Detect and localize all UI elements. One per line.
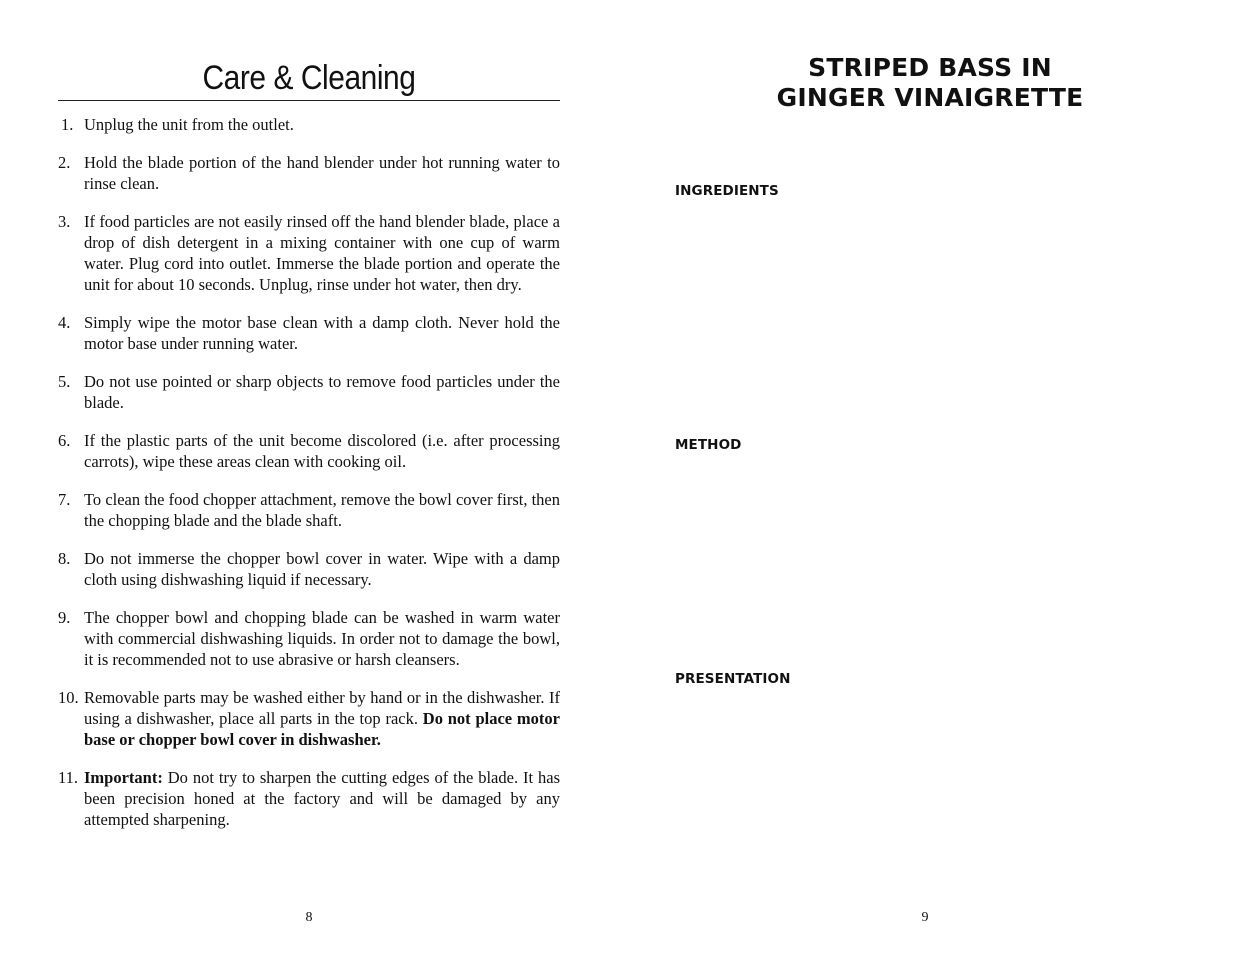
item-number: 5. — [58, 372, 71, 391]
item-number: 10. — [58, 688, 79, 707]
list-item — [58, 430, 560, 472]
right-page — [675, 0, 1185, 954]
page-number: 9 — [921, 910, 929, 925]
item-warning-text: Do not place motor base or chopper bowl cover in dishwasher. — [84, 709, 560, 749]
item-text: Do not try to sharpen the cutting edges of the blade. It has been precision honed at the factory and will be damaged by any attempted sharpening. — [84, 768, 560, 829]
method-heading: METHOD — [675, 437, 742, 453]
item-text: If food particles are not easily rinsed off the hand blender blade, place a drop of dish detergent in a mixing container with one cup of warm water. Plug cord into outlet. Immerse the blade portion and operate the unit for about 10 seconds. Unplug, rinse under hot water, then dry. — [84, 212, 560, 294]
item-text: Hold the blade portion of the hand blender under hot running water to rinse clean. — [84, 153, 560, 193]
title-divider — [58, 100, 560, 101]
list-item — [58, 767, 560, 830]
page-number: 8 — [305, 910, 313, 925]
list-item — [58, 687, 560, 750]
list-item — [58, 548, 560, 590]
ingredients-heading: INGREDIENTS — [675, 183, 779, 199]
list-item — [58, 489, 560, 531]
list-item — [58, 607, 560, 670]
item-number: 6. — [58, 431, 71, 450]
item-number: 11. — [58, 768, 79, 787]
list-item — [58, 152, 560, 194]
item-text: Do not immerse the chopper bowl cover in water. Wipe with a damp cloth using dishwashing liquid if necessary. — [84, 549, 560, 589]
list-item — [58, 371, 560, 413]
page-title: Care & Cleaning — [202, 59, 416, 97]
item-number: 9. — [58, 608, 71, 627]
item-text: Unplug the unit from the outlet. — [84, 115, 294, 134]
item-number: 3. — [58, 212, 71, 231]
item-text: If the plastic parts of the unit become discolored (i.e. after processing carrots), wipe these areas clean with cooking oil. — [84, 431, 560, 471]
recipe-title — [675, 53, 1185, 113]
recipe-title-line-1: STRIPED BASS IN — [808, 53, 1052, 82]
item-number: 2. — [58, 153, 71, 172]
item-number: 4. — [58, 313, 71, 332]
cleaning-instructions-list — [58, 114, 560, 847]
item-bold-lead: Important: — [84, 768, 163, 787]
item-text: Removable parts may be washed either by hand or in the dishwasher. If using a dishwasher, place all parts in the top rack. — [84, 688, 560, 728]
item-text: Simply wipe the motor base clean with a damp cloth. Never hold the motor base under running water. — [84, 313, 560, 353]
left-page — [58, 0, 560, 954]
list-item — [58, 114, 560, 135]
item-text: The chopper bowl and chopping blade can be washed in warm water with commercial dishwashing liquids. In order not to damage the bowl, it is recommended not to use abrasive or harsh cleansers. — [84, 608, 560, 669]
recipe-title-line-2: GINGER VINAIGRETTE — [776, 83, 1084, 112]
item-number: 1. — [61, 115, 74, 134]
list-item — [58, 211, 560, 295]
item-text: Do not use pointed or sharp objects to remove food particles under the blade. — [84, 372, 560, 412]
presentation-heading: PRESENTATION — [675, 671, 791, 687]
item-number: 8. — [58, 549, 71, 568]
item-text: To clean the food chopper attachment, remove the bowl cover first, then the chopping blade and the blade shaft. — [84, 490, 560, 530]
item-number: 7. — [58, 490, 71, 509]
list-item — [58, 312, 560, 354]
